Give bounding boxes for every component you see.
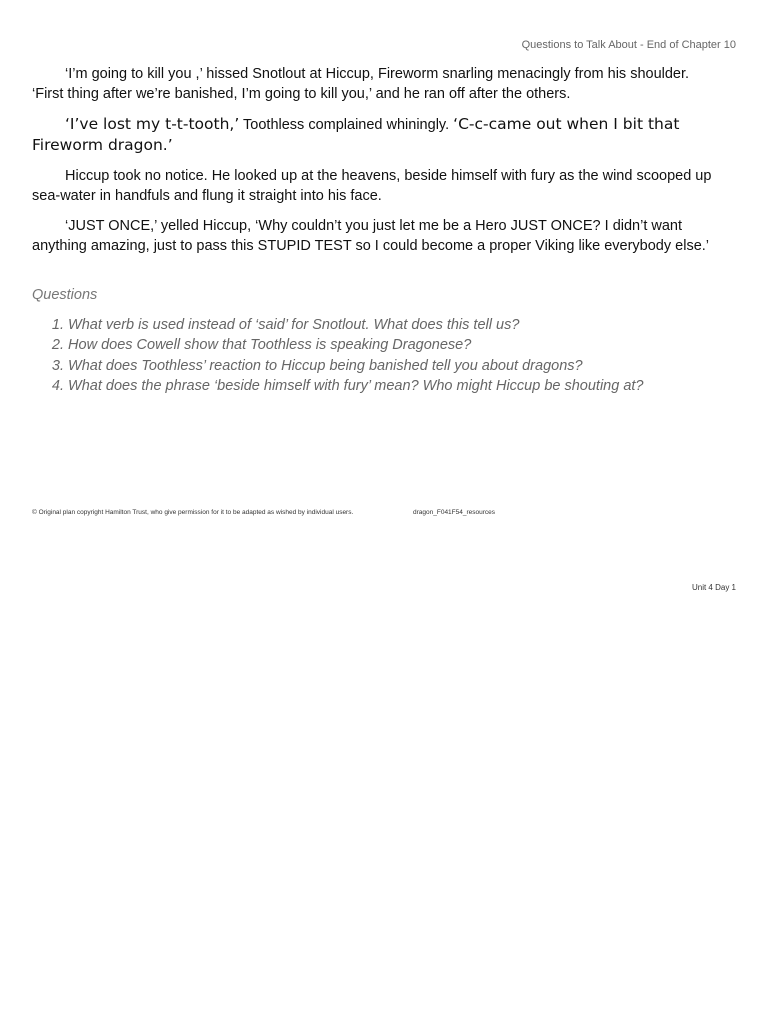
questions-heading: Questions xyxy=(32,287,98,303)
copyright-notice: © Original plan copyright Hamilton Trust, who give permission for it to be adapted as wished by individual users. xyxy=(32,509,354,516)
passage-narration: Toothless complained whiningly. xyxy=(239,117,454,133)
question-item xyxy=(32,335,644,355)
question-number: 3. xyxy=(51,357,64,374)
passage-paragraph-4: ‘JUST ONCE,’ yelled Hiccup, ‘Why couldn’t you just let me be a Hero JUST ONCE? I didn’t want anything amazing, just to pass this STUPID TEST so I could become a proper Viking like everybody else.’ xyxy=(32,218,710,254)
question-text: What does the phrase ‘beside himself with fury’ mean? Who might Hiccup be shouting at? xyxy=(68,377,644,394)
question-number: 4. xyxy=(51,377,64,394)
unit-day-label: Unit 4 Day 1 xyxy=(691,583,736,592)
passage-paragraph-2 xyxy=(32,114,722,156)
question-text: What verb is used instead of ‘said’ for Snotlout. What does this tell us? xyxy=(68,317,520,333)
question-item xyxy=(32,315,644,335)
toothless-quote-2: ‘C-c-came out when I bit that Fireworm dragon.’ xyxy=(32,115,680,154)
question-number: 2. xyxy=(51,337,64,354)
toothless-quote-1: ‘I’ve lost my t-t-tooth,’ xyxy=(65,115,240,133)
story-passage xyxy=(32,64,722,266)
questions-list xyxy=(32,315,644,396)
resource-code: dragon_F041F54_resources xyxy=(413,509,496,516)
question-item xyxy=(32,356,644,376)
question-text: What does Toothless’ reaction to Hiccup being banished tell you about dragons? xyxy=(68,357,583,374)
question-text: How does Cowell show that Toothless is speaking Dragonese? xyxy=(68,337,472,354)
question-number: 1. xyxy=(51,317,64,333)
passage-paragraph-1: ‘I’m going to kill you ,’ hissed Snotlout at Hiccup, Fireworm snarling menacingly from his shoulder. ‘First thing after we’re banished, I’m going to kill you,’ and he ran off after the others. xyxy=(32,66,690,102)
passage-paragraph-3: Hiccup took no notice. He looked up at the heavens, beside himself with fury as the wind scooped up sea-water in handfuls and flung it straight into his face. xyxy=(32,168,712,204)
question-item xyxy=(32,376,644,396)
page-header-title: Questions to Talk About - End of Chapter 10 xyxy=(521,39,736,51)
